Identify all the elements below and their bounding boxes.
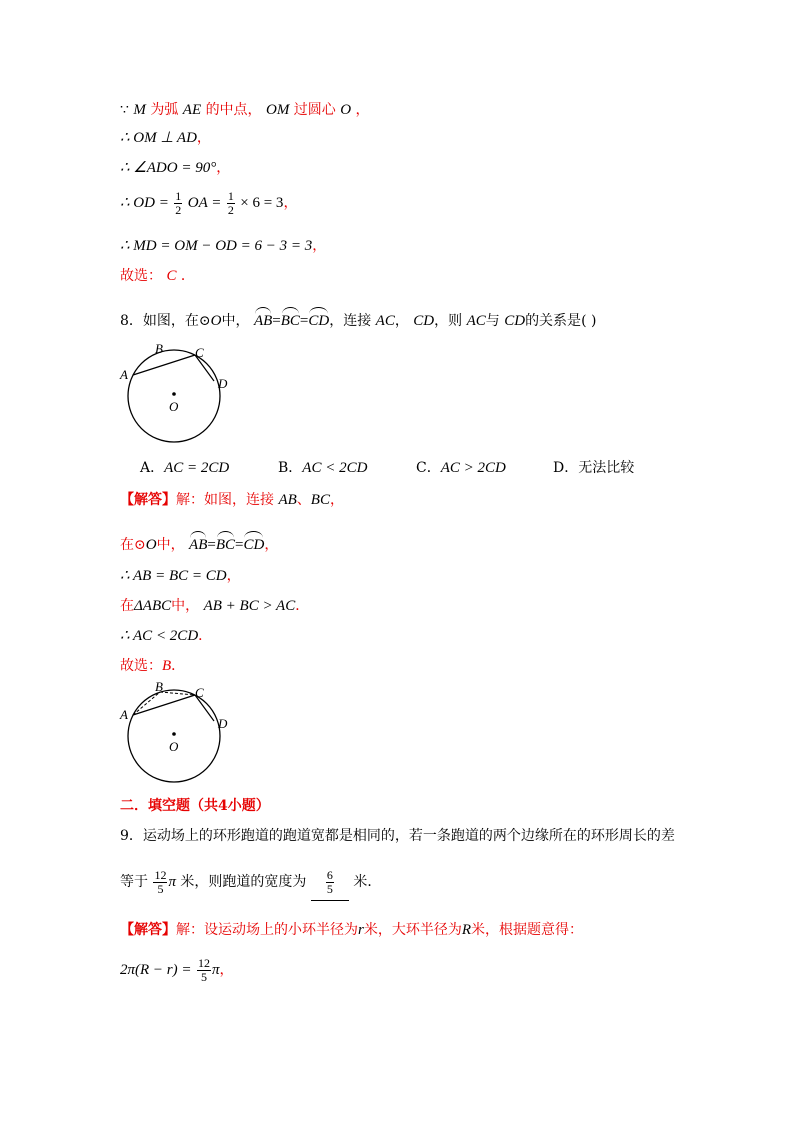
- math-big-r: R: [461, 922, 472, 938]
- punct: ，: [226, 568, 241, 584]
- text-midpoint: 的中点，: [205, 102, 262, 118]
- text: ，连接: [329, 313, 372, 329]
- label-o: O: [169, 739, 179, 754]
- punct: ．: [198, 628, 213, 644]
- text: 中，: [156, 537, 185, 553]
- center-dot: [172, 732, 176, 736]
- text: 解：设运动场上的小环半径为: [176, 922, 358, 938]
- punct: ，: [329, 492, 344, 508]
- answer-label: 故选：: [120, 268, 162, 284]
- option-letter: D．: [553, 460, 579, 476]
- option-text: AC < 2CD: [302, 460, 368, 476]
- label-b: B: [155, 679, 163, 694]
- section-heading: 二．填空题（共4小题）: [120, 798, 270, 814]
- punct: ，: [196, 130, 211, 146]
- answer-paren: ( ): [581, 313, 597, 329]
- option-letter: C．: [416, 460, 441, 476]
- text: 中，: [171, 598, 200, 614]
- option-b[interactable]: [278, 458, 367, 478]
- text: 、: [296, 492, 311, 508]
- punct: ，: [283, 195, 298, 211]
- math-equation-lhs: 2π(R − r) =: [120, 962, 192, 978]
- chord-ac: [133, 695, 195, 715]
- text: 的关系是: [525, 313, 582, 329]
- because-symbol: ∵: [120, 102, 129, 118]
- circle-o: [128, 690, 220, 782]
- label-a: A: [120, 367, 128, 382]
- text: ，: [394, 313, 409, 329]
- text: ，则: [434, 313, 463, 329]
- math-o: O: [340, 102, 352, 118]
- eq: =: [207, 537, 216, 553]
- chord-ab-dashed: [133, 692, 160, 715]
- label-a: A: [120, 707, 128, 722]
- prev-answer-line: [120, 266, 195, 286]
- solution-8-line-2: [120, 530, 278, 555]
- label-b: B: [155, 341, 163, 356]
- arc-bc: BC: [216, 530, 235, 555]
- arc-ab: AB: [254, 306, 272, 331]
- punct: ．: [180, 268, 195, 284]
- text: 米．: [353, 874, 382, 890]
- solution-9-line-1: [120, 920, 583, 940]
- math-om: OM: [266, 102, 290, 118]
- math-inequality: AB + BC > AC: [203, 598, 296, 614]
- option-d[interactable]: [553, 458, 634, 478]
- option-text: 无法比较: [578, 460, 635, 476]
- text: 米，根据题意得：: [471, 922, 584, 938]
- fraction-12-5: $\frac{12}{5}$: [197, 955, 210, 984]
- math-bc: BC: [310, 492, 330, 508]
- eq: =: [235, 537, 244, 553]
- option-text: AC = 2CD: [164, 460, 230, 476]
- punct: ．: [295, 598, 310, 614]
- solution-8-line-3: [120, 566, 241, 586]
- fraction-half-1: $\frac{1}{2}$: [175, 188, 182, 217]
- solution-tag: 【解答】: [120, 922, 176, 938]
- math-cd: CD: [504, 313, 526, 329]
- question-8-stem: [120, 306, 596, 331]
- punct: ，: [219, 962, 234, 978]
- text-arc-of: 为弧: [150, 102, 179, 118]
- question-number: 8．如图，在⊙: [120, 313, 211, 329]
- circle-figure-2: [118, 678, 238, 788]
- solution-9-equation: [120, 952, 233, 988]
- arc-cd: CD: [308, 306, 329, 331]
- proof-line-2: [120, 128, 211, 148]
- fraction-half-2: $\frac{1}{2}$: [227, 188, 234, 217]
- math-o: O: [210, 313, 222, 329]
- text-through-center: 过圆心: [293, 102, 336, 118]
- math-ac: AC: [466, 313, 486, 329]
- text: 中，: [221, 313, 250, 329]
- math-oa-eq: OA =: [187, 195, 222, 211]
- eq: =: [299, 313, 309, 329]
- punct: ，: [216, 160, 231, 176]
- math-ab-bc-cd: ∴ AB = BC = CD: [120, 568, 227, 584]
- label-o: O: [169, 399, 179, 414]
- text: 与: [485, 313, 500, 329]
- solution-8-answer: [120, 656, 185, 676]
- center-dot: [172, 392, 176, 396]
- proof-line-4: [120, 188, 297, 218]
- math-om-perp-ad: ∴ OM ⊥ AD: [120, 130, 197, 146]
- option-letter: B．: [278, 460, 303, 476]
- text: 在: [120, 598, 134, 614]
- proof-line-5: [120, 236, 326, 256]
- math-ac: AC: [375, 313, 395, 329]
- circle-o: [128, 350, 220, 442]
- text: 在⊙: [120, 537, 146, 553]
- answer-value: C: [166, 268, 177, 284]
- fraction-12-5: $\frac{12}{5}$: [154, 867, 167, 896]
- proof-line-1: [120, 100, 370, 120]
- fraction-6-5: $\frac{6}{5}$: [326, 867, 333, 896]
- eq: =: [272, 313, 281, 329]
- punct: ，: [355, 102, 370, 118]
- circle-figure-1: [118, 338, 238, 448]
- solution-tag: 【解答】: [120, 492, 176, 508]
- option-text: AC > 2CD: [440, 460, 506, 476]
- pi: π: [211, 962, 220, 978]
- math-ac-lt-2cd: ∴ AC < 2CD: [120, 628, 199, 644]
- solution-8-line-1: [120, 490, 344, 510]
- answer-label: 故选：: [120, 658, 162, 674]
- text: 米，则跑道的宽度为: [180, 874, 307, 890]
- math-md: ∴ MD = OM − OD = 6 − 3 = 3: [120, 238, 313, 254]
- math-od-eq: ∴ OD =: [120, 195, 169, 211]
- text: 等于: [120, 874, 148, 890]
- label-c: C: [195, 345, 204, 360]
- answer-value: B: [162, 658, 172, 674]
- math-angle-ado: ∴ ∠ADO = 90°: [120, 160, 217, 176]
- label-c: C: [195, 685, 204, 700]
- option-a[interactable]: [140, 458, 229, 478]
- arc-bc: BC: [281, 306, 300, 331]
- punct: ．: [171, 658, 186, 674]
- math-o: O: [145, 537, 157, 553]
- punct: ，: [264, 537, 279, 553]
- question-9-line-1: 9．运动场上的环形跑道的跑道宽都是相同的，若一条跑道的两个边缘所在的环形周长的差: [120, 828, 675, 844]
- proof-line-3: [120, 158, 230, 178]
- option-letter: A．: [140, 460, 165, 476]
- math-m: M: [133, 102, 146, 118]
- math-ab: AB: [278, 492, 297, 508]
- arc-ab: AB: [189, 530, 207, 555]
- punct: ，: [312, 238, 327, 254]
- math-times-six: × 6 = 3: [240, 195, 284, 211]
- solution-8-line-4: [120, 596, 309, 616]
- text: 米，大环半径为: [363, 922, 462, 938]
- arc-cd: CD: [243, 530, 264, 555]
- question-9-line-2: [120, 864, 381, 901]
- math-r: r: [358, 922, 364, 938]
- chord-ac: [133, 355, 195, 375]
- math-triangle-abc: ΔABC: [134, 598, 172, 614]
- solution-8-line-5: [120, 626, 212, 646]
- pi: π: [168, 874, 176, 890]
- math-ae: AE: [182, 102, 202, 118]
- answer-blank[interactable]: [311, 864, 349, 901]
- text: 解：如图，连接: [176, 492, 274, 508]
- label-d: D: [218, 376, 228, 391]
- label-d: D: [218, 716, 228, 731]
- option-c[interactable]: [416, 458, 506, 478]
- math-cd: CD: [413, 313, 435, 329]
